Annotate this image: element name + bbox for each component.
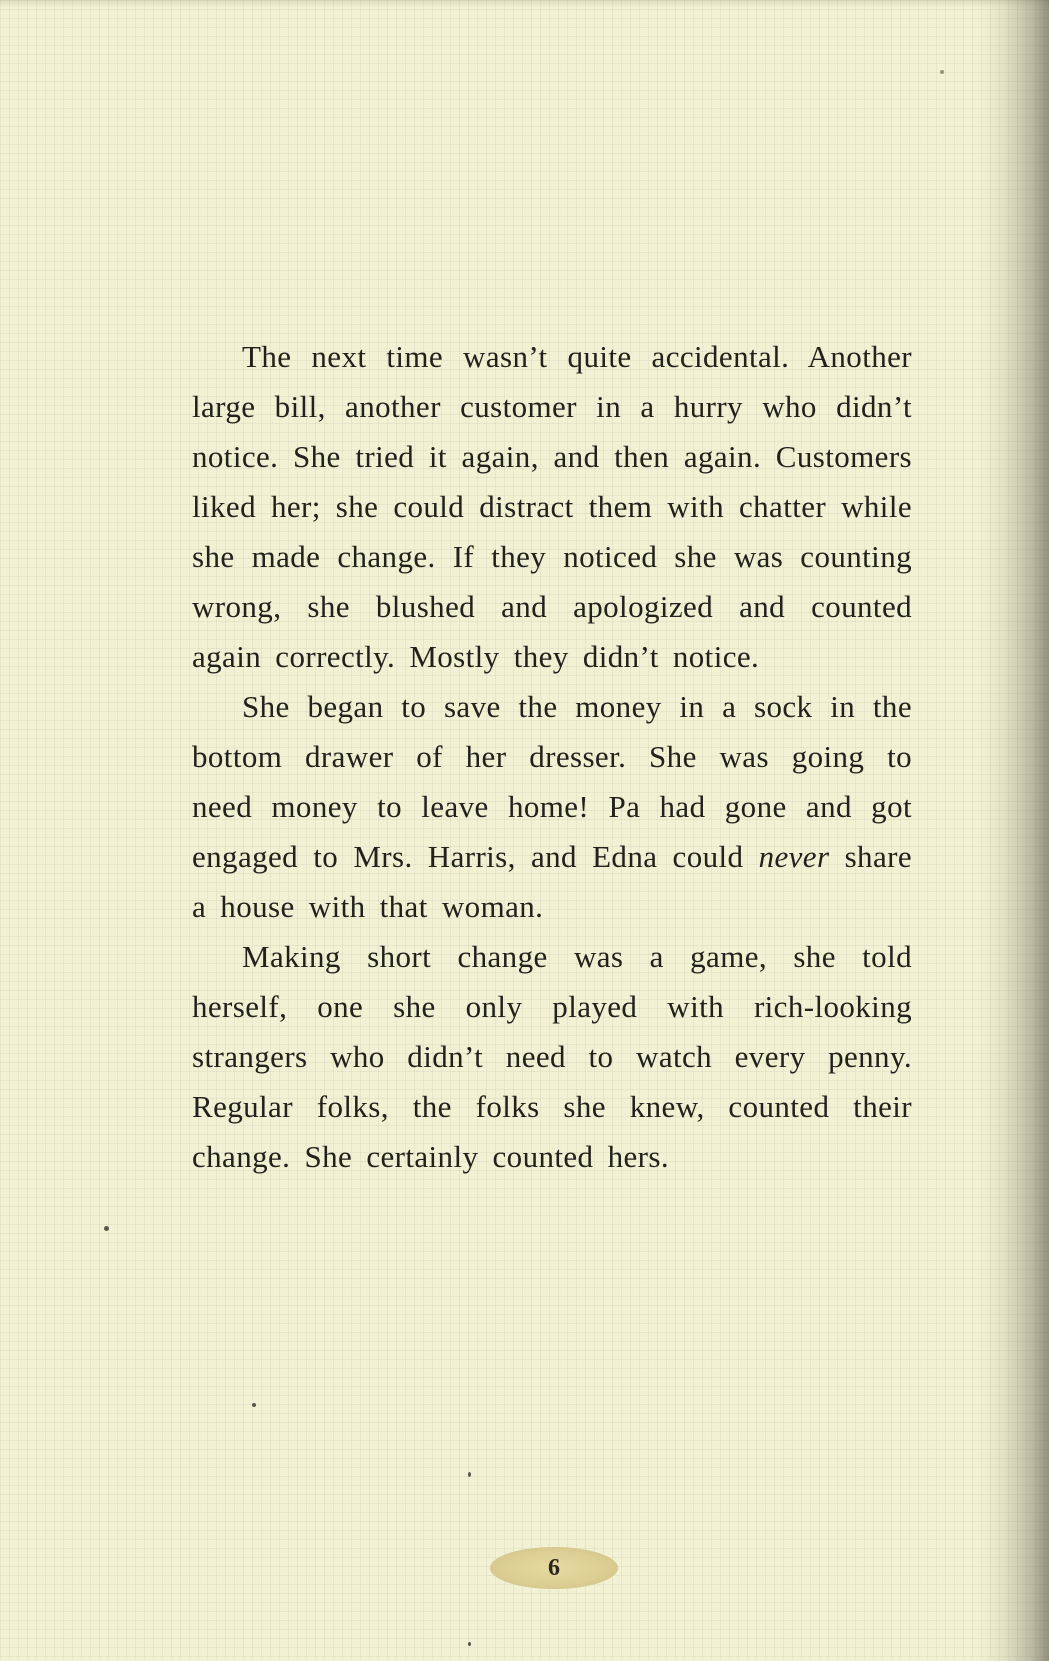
paragraph-2: [192, 682, 912, 932]
paragraph-2-text-start: She began to save the money in a sock in the bottom drawer of her dresser. She was going to need money to leave home! Pa had gone and got engaged to Mrs. Harris, and Edna could: [192, 689, 912, 874]
paper-speck: [468, 1472, 471, 1477]
page-number-badge: [490, 1547, 618, 1589]
body-text: [192, 332, 912, 1182]
page-top-edge: [0, 0, 1049, 8]
paragraph-2-emphasis: never: [758, 839, 830, 874]
paragraph-3: [192, 932, 912, 1182]
paper-speck: [104, 1226, 109, 1231]
paper-speck: [940, 70, 944, 74]
paragraph-1: [192, 332, 912, 682]
page-number: 6: [548, 1554, 560, 1581]
paper-speck: [468, 1642, 471, 1646]
paragraph-1-text: The next time wasn’t quite accidental. Another large bill, another customer in a hurry who didn’t notice. She tried it again, and then again. Customers liked her; she could distract them with chatter while she made change. If they noticed she was counting wrong, she blushed and apologized and counted again correctly. Mostly they didn’t notice.: [192, 339, 912, 674]
paper-speck: [252, 1403, 256, 1407]
paragraph-3-text: Making short change was a game, she told herself, one she only played with rich-looking strangers who didn’t need to watch every penny. Regular folks, the folks she knew, counted their change. She certainly counted hers.: [192, 939, 912, 1174]
paragraph-2-text-end: share a house with that woman.: [192, 839, 912, 924]
binding-shadow: [979, 0, 1049, 1661]
